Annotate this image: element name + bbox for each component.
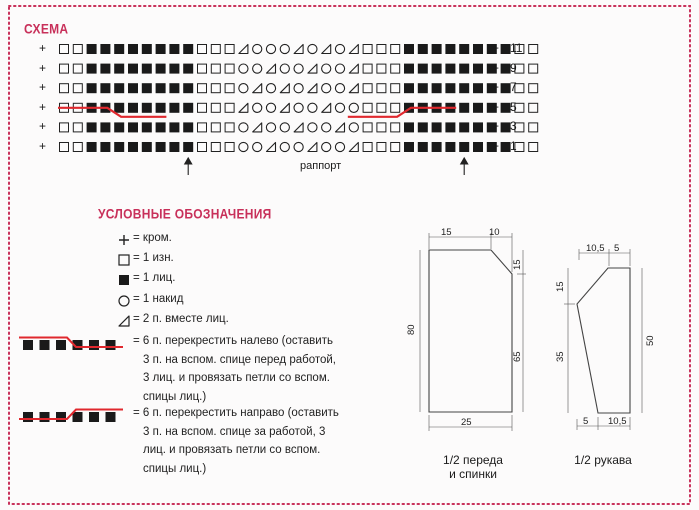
purl-stitch-cell <box>211 103 220 112</box>
knit-stitch-cell <box>100 142 110 152</box>
purl-stitch-cell <box>73 84 82 93</box>
knit-two-together-cell <box>308 64 317 73</box>
yarn-over-cell <box>349 103 358 112</box>
legend-text-line: = 1 лиц. <box>133 272 176 284</box>
purl-stitch-cell <box>225 45 234 54</box>
purl-stitch-cell <box>363 45 372 54</box>
knit-stitch-cell <box>100 64 110 74</box>
knit-stitch-cell <box>404 142 414 152</box>
yarn-over-cell <box>294 142 303 151</box>
yarn-over-cell <box>239 64 248 73</box>
knit-stitch-cell <box>418 44 428 54</box>
knit-stitch-cell <box>100 44 110 54</box>
purl-stitch-cell <box>225 143 234 152</box>
purl-stitch-cell <box>529 45 538 54</box>
sleeve-dim-top-right: 5 <box>614 243 620 254</box>
knit-stitch-cell <box>114 64 124 74</box>
knit-stitch-cell <box>87 122 97 132</box>
knit-stitch-cell <box>445 44 455 54</box>
filled-square-icon <box>117 273 131 287</box>
knit-stitch-cell <box>169 64 179 74</box>
yarn-over-cell <box>253 142 262 151</box>
knit-stitch-cell <box>432 44 442 54</box>
knit-stitch-cell <box>473 103 483 113</box>
knit-stitch-cell <box>404 83 414 93</box>
knit-stitch-cell <box>100 122 110 132</box>
knitting-chart <box>0 0 699 200</box>
knit-two-together-cell <box>294 45 303 54</box>
knit-stitch-cell <box>183 142 193 152</box>
purl-stitch-cell <box>198 64 207 73</box>
knit-two-together-cell <box>349 143 358 152</box>
sleeve-dim-height: 50 <box>645 335 656 346</box>
empty-square-icon <box>117 253 131 267</box>
yarn-over-cell <box>335 44 344 53</box>
knit-two-together-cell <box>253 123 262 132</box>
knit-two-together-cell <box>349 64 358 73</box>
row-number: 11 <box>510 41 523 55</box>
knit-stitch-cell <box>183 44 193 54</box>
sleeve-dim-top-left: 10,5 <box>586 243 605 254</box>
purl-stitch-cell <box>60 45 69 54</box>
knit-stitch-cell <box>432 64 442 74</box>
knit-stitch-cell <box>114 142 124 152</box>
front-caption-line-2: и спинки <box>449 467 497 481</box>
knit-two-together-cell <box>336 123 345 132</box>
knit-stitch-cell <box>445 122 455 132</box>
knit-stitch-cell <box>418 83 428 93</box>
knit-stitch-cell <box>473 142 483 152</box>
purl-stitch-cell <box>377 45 386 54</box>
circle-icon <box>117 294 131 308</box>
knit-stitch-cell <box>445 64 455 74</box>
purl-stitch-cell <box>60 143 69 152</box>
knit-stitch-cell <box>418 64 428 74</box>
yarn-over-cell <box>335 64 344 73</box>
sleeve-dim-bottom-right: 10,5 <box>608 416 627 427</box>
purl-stitch-cell <box>211 123 220 132</box>
sleeve-pattern <box>564 249 642 430</box>
knit-stitch-cell <box>445 83 455 93</box>
knit-stitch-cell <box>459 64 469 74</box>
yarn-over-cell <box>335 103 344 112</box>
knit-stitch-cell <box>128 142 138 152</box>
front-dim-right-bottom: 65 <box>512 351 523 362</box>
purl-stitch-cell <box>60 64 69 73</box>
sleeve-caption-line-1: 1/2 рукава <box>574 453 632 467</box>
knit-stitch-cell <box>142 83 152 93</box>
knit-stitch-cell <box>128 103 138 113</box>
purl-stitch-cell <box>391 123 400 132</box>
knit-stitch-cell <box>473 122 483 132</box>
knit-stitch-cell <box>459 44 469 54</box>
front-dim-bottom: 25 <box>461 417 472 428</box>
knit-two-together-cell <box>253 84 262 93</box>
yarn-over-cell <box>335 84 344 93</box>
legend-text-line: = 1 изн. <box>133 252 174 264</box>
knit-two-together-cell <box>308 143 317 152</box>
knit-stitch-cell <box>473 83 483 93</box>
knit-stitch-cell <box>432 122 442 132</box>
edge-stitch-left: + <box>39 119 47 134</box>
purl-stitch-cell <box>363 123 372 132</box>
yarn-over-cell <box>266 44 275 53</box>
edge-stitch-right: + <box>492 41 500 55</box>
purl-stitch-cell <box>60 123 69 132</box>
row-number: 7 <box>510 80 517 95</box>
knit-stitch-cell <box>459 142 469 152</box>
edge-stitch-right: + <box>492 139 500 153</box>
knit-stitch-cell <box>114 103 124 113</box>
knit-two-together-cell <box>280 84 289 93</box>
row-number: 1 <box>510 139 517 153</box>
purl-stitch-cell <box>529 84 538 93</box>
yarn-over-cell <box>280 123 289 132</box>
legend-text-line: = 2 п. вместе лиц. <box>133 313 229 325</box>
knit-two-together-cell <box>308 84 317 93</box>
knit-stitch-cell <box>156 103 166 113</box>
knit-two-together-cell <box>267 143 276 152</box>
purl-stitch-cell <box>198 84 207 93</box>
purl-stitch-cell <box>73 64 82 73</box>
yarn-over-cell <box>294 84 303 93</box>
knit-stitch-cell <box>156 122 166 132</box>
yarn-over-cell <box>308 123 317 132</box>
yarn-over-cell <box>294 64 303 73</box>
purl-stitch-cell <box>391 45 400 54</box>
knit-two-together-cell <box>294 123 303 132</box>
knit-two-together-cell <box>239 45 248 54</box>
purl-stitch-cell <box>211 143 220 152</box>
purl-stitch-cell <box>73 123 82 132</box>
knit-stitch-cell <box>156 44 166 54</box>
edge-stitch-right: + <box>492 119 500 134</box>
knit-stitch-cell <box>473 64 483 74</box>
yarn-over-cell <box>294 103 303 112</box>
knit-stitch-cell <box>87 83 97 93</box>
front-dim-top-left: 15 <box>441 227 452 238</box>
sleeve-dim-bottom-left: 5 <box>583 416 589 427</box>
knit-stitch-cell <box>142 64 152 74</box>
yarn-over-cell <box>253 44 262 53</box>
knit-two-together-cell <box>349 45 358 54</box>
yarn-over-cell <box>266 123 275 132</box>
knit-two-together-cell <box>239 103 248 112</box>
purl-stitch-cell <box>225 103 234 112</box>
yarn-over-cell <box>253 103 262 112</box>
purl-stitch-cell <box>225 64 234 73</box>
knit-stitch-cell <box>142 142 152 152</box>
front-pattern <box>420 233 526 431</box>
yarn-over-cell <box>280 44 289 53</box>
purl-stitch-cell <box>377 64 386 73</box>
purl-stitch-cell <box>529 103 538 112</box>
knit-stitch-cell <box>183 122 193 132</box>
knit-stitch-cell <box>87 44 97 54</box>
purl-stitch-cell <box>391 143 400 152</box>
rapport-label: раппорт <box>300 160 342 172</box>
yarn-over-cell <box>308 44 317 53</box>
purl-stitch-cell <box>73 143 82 152</box>
knit-stitch-cell <box>432 142 442 152</box>
edge-stitch-left: + <box>39 80 47 95</box>
knit-stitch-cell <box>142 103 152 113</box>
purl-stitch-cell <box>391 103 400 112</box>
purl-stitch-cell <box>377 143 386 152</box>
knit-stitch-cell <box>418 142 428 152</box>
yarn-over-cell <box>308 103 317 112</box>
yarn-over-cell <box>280 64 289 73</box>
legend-text-line: спицы лиц.) <box>143 462 207 475</box>
front-dim-height: 80 <box>406 324 417 335</box>
knit-stitch-cell <box>183 64 193 74</box>
purl-stitch-cell <box>529 123 538 132</box>
yarn-over-cell <box>239 123 248 132</box>
legend-text-line: лиц. и провязать петли со вспом. <box>143 444 321 456</box>
purl-stitch-cell <box>211 84 220 93</box>
knit-stitch-cell <box>183 83 193 93</box>
yarn-over-cell <box>322 142 331 151</box>
yarn-over-cell <box>239 142 248 151</box>
yarn-over-cell <box>239 84 248 93</box>
edge-stitch-left: + <box>39 60 47 75</box>
knit-two-together-cell <box>322 45 331 54</box>
purl-stitch-cell <box>198 45 207 54</box>
knit-stitch-cell <box>142 122 152 132</box>
knit-stitch-cell <box>128 83 138 93</box>
knit-stitch-cell <box>473 44 483 54</box>
purl-stitch-cell <box>377 84 386 93</box>
front-dim-top-right: 10 <box>489 227 500 238</box>
purl-stitch-cell <box>363 143 372 152</box>
yarn-over-cell <box>280 142 289 151</box>
front-dim-right-top: 15 <box>512 259 523 270</box>
knit-stitch-cell <box>459 103 469 113</box>
purl-stitch-cell <box>363 64 372 73</box>
front-caption-line-1: 1/2 переда <box>443 453 503 467</box>
knit-stitch-cell <box>445 142 455 152</box>
purl-stitch-cell <box>225 123 234 132</box>
legend-text-line: 3 п. на вспом. спице за работой, 3 <box>143 425 326 438</box>
knit-two-together-cell <box>349 84 358 93</box>
rapport-end-arrow-icon <box>461 158 468 175</box>
knit-stitch-cell <box>100 83 110 93</box>
knit-stitch-cell <box>156 64 166 74</box>
purl-stitch-cell <box>377 103 386 112</box>
yarn-over-cell <box>335 142 344 151</box>
yarn-over-cell <box>322 84 331 93</box>
edge-stitch-left: + <box>39 99 47 114</box>
yarn-over-cell <box>266 103 275 112</box>
legend-text-line: = кром. <box>133 232 172 244</box>
legend-text-line: = 6 п. перекрестить направо (оставить <box>133 407 339 419</box>
plus-icon <box>117 233 131 247</box>
yarn-over-cell <box>349 123 358 132</box>
legend-title: УСЛОВНЫЕ ОБОЗНАЧЕНИЯ <box>98 206 272 223</box>
edge-stitch-right: + <box>492 60 500 75</box>
knit-stitch-cell <box>156 142 166 152</box>
knit-stitch-cell <box>169 142 179 152</box>
knit-stitch-cell <box>432 83 442 93</box>
knit-stitch-cell <box>459 83 469 93</box>
knit-stitch-cell <box>114 44 124 54</box>
yarn-over-cell <box>253 64 262 73</box>
cross-left-icon <box>19 336 123 352</box>
rapport-start-arrow-icon <box>185 158 192 175</box>
cross-right-icon <box>19 408 123 424</box>
knit-two-together-cell <box>267 64 276 73</box>
triangle-icon <box>117 314 131 328</box>
knit-stitch-cell <box>418 122 428 132</box>
purl-stitch-cell <box>225 84 234 93</box>
knit-two-together-cell <box>322 103 331 112</box>
legend-text-line: = 1 накид <box>133 293 184 305</box>
yarn-over-cell <box>322 123 331 132</box>
purl-stitch-cell <box>377 123 386 132</box>
knit-stitch-cell <box>169 44 179 54</box>
scheme-title: СХЕМА <box>24 21 69 38</box>
legend-text-line: спицы лиц.) <box>143 390 207 403</box>
sleeve-dim-left-top: 15 <box>555 281 566 292</box>
knit-stitch-cell <box>87 142 97 152</box>
knit-stitch-cell <box>404 122 414 132</box>
purl-stitch-cell <box>73 45 82 54</box>
edge-stitch-right: + <box>492 80 500 95</box>
row-number: 5 <box>510 99 517 114</box>
front-caption <box>418 453 528 481</box>
knit-stitch-cell <box>169 122 179 132</box>
knit-stitch-cell <box>128 64 138 74</box>
knit-stitch-cell <box>183 103 193 113</box>
purl-stitch-cell <box>211 45 220 54</box>
knit-stitch-cell <box>128 44 138 54</box>
yarn-over-cell <box>266 84 275 93</box>
purl-stitch-cell <box>391 64 400 73</box>
purl-stitch-cell <box>363 84 372 93</box>
edge-stitch-left: + <box>39 41 47 55</box>
knit-stitch-cell <box>169 83 179 93</box>
knit-stitch-cell <box>156 83 166 93</box>
legend-text-line: 3 лиц. и провязать петли со вспом. <box>143 372 330 384</box>
purl-stitch-cell <box>363 103 372 112</box>
pattern-shapes <box>405 220 685 490</box>
yarn-over-cell <box>322 64 331 73</box>
edge-stitch-right: + <box>492 99 500 114</box>
knit-stitch-cell <box>169 103 179 113</box>
edge-stitch-left: + <box>39 139 47 153</box>
purl-stitch-cell <box>529 64 538 73</box>
legend-text-line: 3 п. на вспом. спице перед работой, <box>143 353 336 366</box>
purl-stitch-cell <box>198 143 207 152</box>
purl-stitch-cell <box>391 84 400 93</box>
knit-stitch-cell <box>128 122 138 132</box>
purl-stitch-cell <box>60 84 69 93</box>
sleeve-caption <box>563 453 643 467</box>
knit-stitch-cell <box>87 64 97 74</box>
knit-stitch-cell <box>404 64 414 74</box>
knit-stitch-cell <box>459 122 469 132</box>
row-number: 9 <box>510 60 517 75</box>
knit-stitch-cell <box>114 122 124 132</box>
legend-text-line: = 6 п. перекрестить налево (оставить <box>133 335 333 347</box>
purl-stitch-cell <box>198 123 207 132</box>
knit-two-together-cell <box>280 103 289 112</box>
sleeve-dim-left-bottom: 35 <box>555 351 566 362</box>
purl-stitch-cell <box>211 64 220 73</box>
purl-stitch-cell <box>529 143 538 152</box>
row-number: 3 <box>510 119 517 134</box>
knit-stitch-cell <box>114 83 124 93</box>
purl-stitch-cell <box>198 103 207 112</box>
knit-stitch-cell <box>404 44 414 54</box>
knit-stitch-cell <box>142 44 152 54</box>
